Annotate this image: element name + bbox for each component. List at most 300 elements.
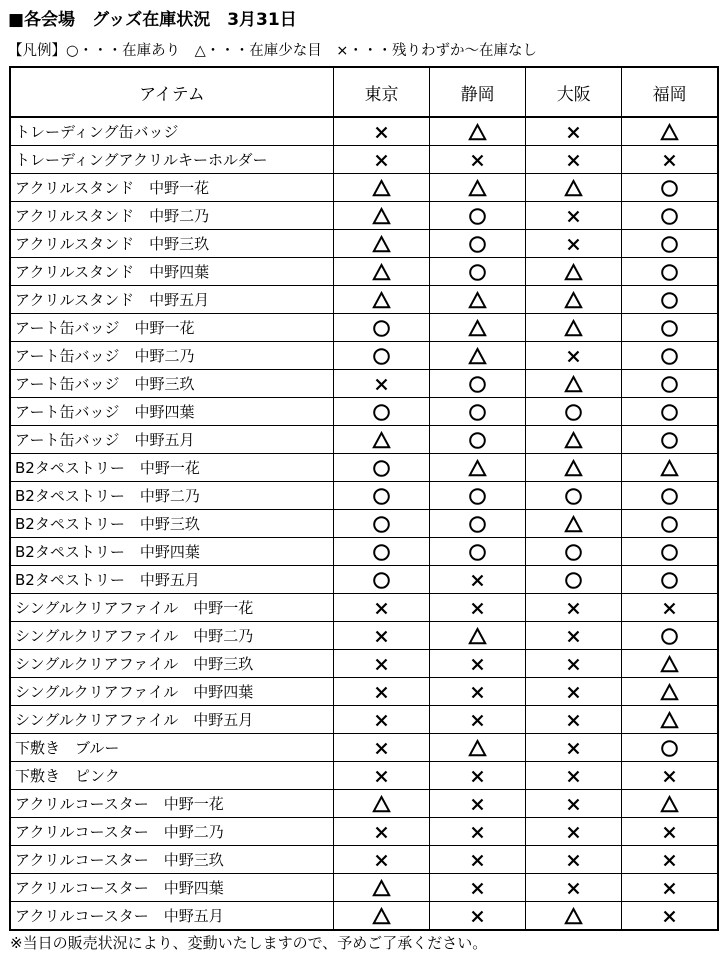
stock-table [9, 66, 719, 931]
table-row [10, 594, 718, 622]
cross-mark-icon [468, 879, 487, 898]
circle-mark-icon [372, 487, 391, 506]
cross-mark-icon [468, 767, 487, 786]
circle-mark-icon [660, 263, 679, 282]
status-fukuoka [622, 454, 718, 482]
cross-mark-icon [468, 683, 487, 702]
status-osaka [526, 538, 622, 566]
circle-mark-icon [468, 235, 487, 254]
circle-mark-icon [660, 487, 679, 506]
cross-mark-icon [372, 711, 391, 730]
status-shizuoka [430, 146, 526, 174]
item-name: アート缶バッジ 中野二乃 [10, 342, 333, 370]
status-shizuoka [430, 622, 526, 650]
cross-mark-icon [660, 599, 679, 618]
table-row [10, 510, 718, 538]
status-shizuoka [430, 594, 526, 622]
triangle-mark-icon [468, 123, 487, 142]
status-tokyo [333, 174, 429, 202]
header-fukuoka: 福岡 [622, 67, 718, 117]
status-shizuoka [430, 398, 526, 426]
item-name: トレーディングアクリルキーホルダー [10, 146, 333, 174]
status-tokyo [333, 314, 429, 342]
item-name: アクリルスタンド 中野一花 [10, 174, 333, 202]
cross-mark-icon [372, 151, 391, 170]
item-name: アクリルコースター 中野二乃 [10, 818, 333, 846]
status-fukuoka [622, 678, 718, 706]
header-shizuoka: 静岡 [430, 67, 526, 117]
status-fukuoka [622, 258, 718, 286]
header-item: アイテム [10, 67, 333, 117]
item-name: アート缶バッジ 中野五月 [10, 426, 333, 454]
status-fukuoka [622, 314, 718, 342]
status-fukuoka [622, 174, 718, 202]
status-tokyo [333, 846, 429, 874]
table-row [10, 874, 718, 902]
table-row [10, 706, 718, 734]
item-name: 下敷き ブルー [10, 734, 333, 762]
triangle-mark-icon [372, 907, 391, 926]
triangle-mark-icon [468, 179, 487, 198]
table-row [10, 566, 718, 594]
triangle-mark-icon [468, 291, 487, 310]
status-fukuoka [622, 762, 718, 790]
table-body [10, 117, 718, 930]
status-osaka [526, 818, 622, 846]
status-tokyo [333, 482, 429, 510]
status-tokyo [333, 510, 429, 538]
circle-mark-icon [468, 543, 487, 562]
circle-mark-icon [660, 543, 679, 562]
circle-mark-icon [372, 459, 391, 478]
status-osaka [526, 482, 622, 510]
status-fukuoka [622, 286, 718, 314]
cross-mark-icon [660, 767, 679, 786]
status-tokyo [333, 678, 429, 706]
status-tokyo [333, 790, 429, 818]
status-osaka [526, 230, 622, 258]
circle-mark-icon [564, 403, 583, 422]
page-title: ■各会場 グッズ在庫状況 3月31日 [8, 10, 297, 30]
status-shizuoka [430, 202, 526, 230]
cross-mark-icon [564, 683, 583, 702]
cross-mark-icon [372, 823, 391, 842]
status-fukuoka [622, 566, 718, 594]
status-fukuoka [622, 482, 718, 510]
circle-mark-icon [660, 403, 679, 422]
table-row [10, 650, 718, 678]
cross-mark-icon [564, 795, 583, 814]
circle-mark-icon [468, 207, 487, 226]
status-fukuoka [622, 818, 718, 846]
triangle-mark-icon [564, 459, 583, 478]
table-row [10, 286, 718, 314]
cross-mark-icon [372, 683, 391, 702]
circle-mark-icon [564, 543, 583, 562]
cross-mark-icon [660, 823, 679, 842]
status-tokyo [333, 370, 429, 398]
status-fukuoka [622, 370, 718, 398]
circle-mark-icon [660, 627, 679, 646]
status-shizuoka [430, 426, 526, 454]
table-row [10, 790, 718, 818]
legend: 【凡例】○・・・在庫あり △・・・在庫少な目 ×・・・残りわずか～在庫なし [8, 43, 537, 59]
status-osaka [526, 846, 622, 874]
status-tokyo [333, 426, 429, 454]
status-shizuoka [430, 117, 526, 146]
table-row [10, 202, 718, 230]
status-osaka [526, 762, 622, 790]
table-row [10, 454, 718, 482]
triangle-mark-icon [660, 123, 679, 142]
status-fukuoka [622, 398, 718, 426]
circle-mark-icon [564, 571, 583, 590]
table-row [10, 314, 718, 342]
status-shizuoka [430, 790, 526, 818]
status-shizuoka [430, 370, 526, 398]
status-osaka [526, 790, 622, 818]
status-shizuoka [430, 342, 526, 370]
status-osaka [526, 510, 622, 538]
status-fukuoka [622, 117, 718, 146]
status-tokyo [333, 594, 429, 622]
circle-mark-icon [468, 515, 487, 534]
triangle-mark-icon [372, 207, 391, 226]
status-osaka [526, 117, 622, 146]
triangle-mark-icon [660, 683, 679, 702]
cross-mark-icon [564, 739, 583, 758]
status-tokyo [333, 342, 429, 370]
table-header-row [10, 67, 718, 117]
table-row [10, 117, 718, 146]
status-tokyo [333, 622, 429, 650]
cross-mark-icon [372, 599, 391, 618]
status-fukuoka [622, 146, 718, 174]
triangle-mark-icon [468, 739, 487, 758]
cross-mark-icon [372, 655, 391, 674]
circle-mark-icon [660, 291, 679, 310]
cross-mark-icon [468, 151, 487, 170]
status-tokyo [333, 538, 429, 566]
cross-mark-icon [564, 599, 583, 618]
status-tokyo [333, 286, 429, 314]
circle-mark-icon [660, 431, 679, 450]
status-tokyo [333, 398, 429, 426]
status-osaka [526, 398, 622, 426]
cross-mark-icon [564, 123, 583, 142]
status-tokyo [333, 818, 429, 846]
cross-mark-icon [372, 851, 391, 870]
table-row [10, 146, 718, 174]
table-row [10, 678, 718, 706]
cross-mark-icon [468, 711, 487, 730]
status-tokyo [333, 902, 429, 931]
table-row [10, 174, 718, 202]
item-name: アクリルコースター 中野三玖 [10, 846, 333, 874]
triangle-mark-icon [372, 235, 391, 254]
item-name: B2タペストリー 中野四葉 [10, 538, 333, 566]
cross-mark-icon [564, 823, 583, 842]
triangle-mark-icon [564, 515, 583, 534]
triangle-mark-icon [372, 291, 391, 310]
status-shizuoka [430, 482, 526, 510]
triangle-mark-icon [660, 655, 679, 674]
status-fukuoka [622, 650, 718, 678]
status-osaka [526, 902, 622, 931]
status-fukuoka [622, 874, 718, 902]
status-osaka [526, 678, 622, 706]
status-tokyo [333, 650, 429, 678]
cross-mark-icon [660, 907, 679, 926]
status-fukuoka [622, 538, 718, 566]
status-osaka [526, 342, 622, 370]
triangle-mark-icon [468, 319, 487, 338]
item-name: 下敷き ピンク [10, 762, 333, 790]
circle-mark-icon [468, 431, 487, 450]
status-fukuoka [622, 622, 718, 650]
cross-mark-icon [372, 739, 391, 758]
cross-mark-icon [564, 851, 583, 870]
item-name: シングルクリアファイル 中野四葉 [10, 678, 333, 706]
circle-mark-icon [660, 375, 679, 394]
cross-mark-icon [660, 879, 679, 898]
status-fukuoka [622, 734, 718, 762]
circle-mark-icon [660, 347, 679, 366]
status-osaka [526, 706, 622, 734]
circle-mark-icon [660, 319, 679, 338]
status-fukuoka [622, 342, 718, 370]
cross-mark-icon [564, 151, 583, 170]
cross-mark-icon [564, 207, 583, 226]
status-fukuoka [622, 790, 718, 818]
triangle-mark-icon [468, 627, 487, 646]
status-shizuoka [430, 174, 526, 202]
cross-mark-icon [372, 767, 391, 786]
item-name: アート缶バッジ 中野四葉 [10, 398, 333, 426]
item-name: アクリルスタンド 中野二乃 [10, 202, 333, 230]
status-tokyo [333, 874, 429, 902]
triangle-mark-icon [372, 431, 391, 450]
table-row [10, 230, 718, 258]
status-tokyo [333, 258, 429, 286]
status-osaka [526, 734, 622, 762]
status-fukuoka [622, 594, 718, 622]
status-tokyo [333, 566, 429, 594]
cross-mark-icon [564, 879, 583, 898]
status-shizuoka [430, 566, 526, 594]
circle-mark-icon [372, 515, 391, 534]
status-shizuoka [430, 230, 526, 258]
circle-mark-icon [660, 235, 679, 254]
cross-mark-icon [660, 151, 679, 170]
cross-mark-icon [468, 571, 487, 590]
cross-mark-icon [372, 627, 391, 646]
table-row [10, 846, 718, 874]
status-shizuoka [430, 538, 526, 566]
cross-mark-icon [564, 347, 583, 366]
circle-mark-icon [660, 739, 679, 758]
circle-mark-icon [660, 207, 679, 226]
item-name: アクリルスタンド 中野三玖 [10, 230, 333, 258]
circle-mark-icon [468, 403, 487, 422]
circle-mark-icon [468, 263, 487, 282]
triangle-mark-icon [372, 179, 391, 198]
item-name: アクリルスタンド 中野四葉 [10, 258, 333, 286]
triangle-mark-icon [660, 795, 679, 814]
cross-mark-icon [468, 851, 487, 870]
item-name: シングルクリアファイル 中野一花 [10, 594, 333, 622]
triangle-mark-icon [372, 795, 391, 814]
triangle-mark-icon [660, 459, 679, 478]
status-osaka [526, 202, 622, 230]
circle-mark-icon [660, 515, 679, 534]
cross-mark-icon [468, 907, 487, 926]
status-osaka [526, 286, 622, 314]
circle-mark-icon [660, 179, 679, 198]
item-name: B2タペストリー 中野二乃 [10, 482, 333, 510]
status-osaka [526, 454, 622, 482]
circle-mark-icon [372, 347, 391, 366]
circle-mark-icon [468, 487, 487, 506]
item-name: アクリルコースター 中野一花 [10, 790, 333, 818]
status-shizuoka [430, 734, 526, 762]
status-shizuoka [430, 286, 526, 314]
triangle-mark-icon [372, 879, 391, 898]
circle-mark-icon [372, 403, 391, 422]
status-fukuoka [622, 902, 718, 931]
cross-mark-icon [468, 823, 487, 842]
footnote: ※当日の販売状況により、変動いたしますので、予めご了承ください。 [10, 934, 488, 952]
item-name: アート缶バッジ 中野一花 [10, 314, 333, 342]
status-osaka [526, 622, 622, 650]
cross-mark-icon [372, 123, 391, 142]
status-osaka [526, 174, 622, 202]
status-osaka [526, 314, 622, 342]
cross-mark-icon [564, 655, 583, 674]
table-row [10, 818, 718, 846]
header-osaka: 大阪 [526, 67, 622, 117]
status-fukuoka [622, 426, 718, 454]
table-row [10, 398, 718, 426]
cross-mark-icon [564, 235, 583, 254]
item-name: アクリルスタンド 中野五月 [10, 286, 333, 314]
status-shizuoka [430, 902, 526, 931]
circle-mark-icon [564, 487, 583, 506]
status-osaka [526, 426, 622, 454]
status-shizuoka [430, 846, 526, 874]
table-row [10, 258, 718, 286]
item-name: B2タペストリー 中野一花 [10, 454, 333, 482]
status-osaka [526, 874, 622, 902]
circle-mark-icon [372, 571, 391, 590]
status-shizuoka [430, 454, 526, 482]
cross-mark-icon [468, 655, 487, 674]
item-name: アクリルコースター 中野四葉 [10, 874, 333, 902]
circle-mark-icon [468, 375, 487, 394]
status-shizuoka [430, 314, 526, 342]
status-osaka [526, 146, 622, 174]
triangle-mark-icon [564, 263, 583, 282]
item-name: シングルクリアファイル 中野五月 [10, 706, 333, 734]
item-name: B2タペストリー 中野三玖 [10, 510, 333, 538]
table-row [10, 342, 718, 370]
item-name: アート缶バッジ 中野三玖 [10, 370, 333, 398]
status-shizuoka [430, 650, 526, 678]
item-name: アクリルコースター 中野五月 [10, 902, 333, 931]
status-fukuoka [622, 202, 718, 230]
table-row [10, 482, 718, 510]
status-fukuoka [622, 846, 718, 874]
triangle-mark-icon [372, 263, 391, 282]
cross-mark-icon [468, 795, 487, 814]
table-row [10, 762, 718, 790]
status-osaka [526, 566, 622, 594]
status-tokyo [333, 706, 429, 734]
table-row [10, 902, 718, 931]
item-name: B2タペストリー 中野五月 [10, 566, 333, 594]
status-shizuoka [430, 678, 526, 706]
cross-mark-icon [660, 851, 679, 870]
triangle-mark-icon [564, 431, 583, 450]
table-row [10, 370, 718, 398]
cross-mark-icon [564, 767, 583, 786]
cross-mark-icon [372, 375, 391, 394]
cross-mark-icon [564, 711, 583, 730]
circle-mark-icon [372, 543, 391, 562]
triangle-mark-icon [468, 347, 487, 366]
status-shizuoka [430, 258, 526, 286]
header-tokyo: 東京 [333, 67, 429, 117]
table-row [10, 426, 718, 454]
item-name: シングルクリアファイル 中野二乃 [10, 622, 333, 650]
table-row [10, 538, 718, 566]
triangle-mark-icon [564, 291, 583, 310]
status-tokyo [333, 734, 429, 762]
status-tokyo [333, 230, 429, 258]
triangle-mark-icon [564, 907, 583, 926]
status-tokyo [333, 202, 429, 230]
status-fukuoka [622, 706, 718, 734]
triangle-mark-icon [564, 179, 583, 198]
cross-mark-icon [564, 627, 583, 646]
status-tokyo [333, 146, 429, 174]
circle-mark-icon [660, 571, 679, 590]
status-shizuoka [430, 818, 526, 846]
status-osaka [526, 370, 622, 398]
status-osaka [526, 258, 622, 286]
item-name: トレーディング缶バッジ [10, 117, 333, 146]
status-shizuoka [430, 762, 526, 790]
table-row [10, 734, 718, 762]
circle-mark-icon [372, 319, 391, 338]
status-shizuoka [430, 706, 526, 734]
table-row [10, 622, 718, 650]
cross-mark-icon [468, 599, 487, 618]
status-tokyo [333, 117, 429, 146]
triangle-mark-icon [660, 711, 679, 730]
status-tokyo [333, 454, 429, 482]
status-fukuoka [622, 230, 718, 258]
triangle-mark-icon [564, 375, 583, 394]
status-shizuoka [430, 510, 526, 538]
status-fukuoka [622, 510, 718, 538]
item-name: シングルクリアファイル 中野三玖 [10, 650, 333, 678]
status-osaka [526, 594, 622, 622]
status-shizuoka [430, 874, 526, 902]
status-osaka [526, 650, 622, 678]
triangle-mark-icon [468, 459, 487, 478]
triangle-mark-icon [564, 319, 583, 338]
